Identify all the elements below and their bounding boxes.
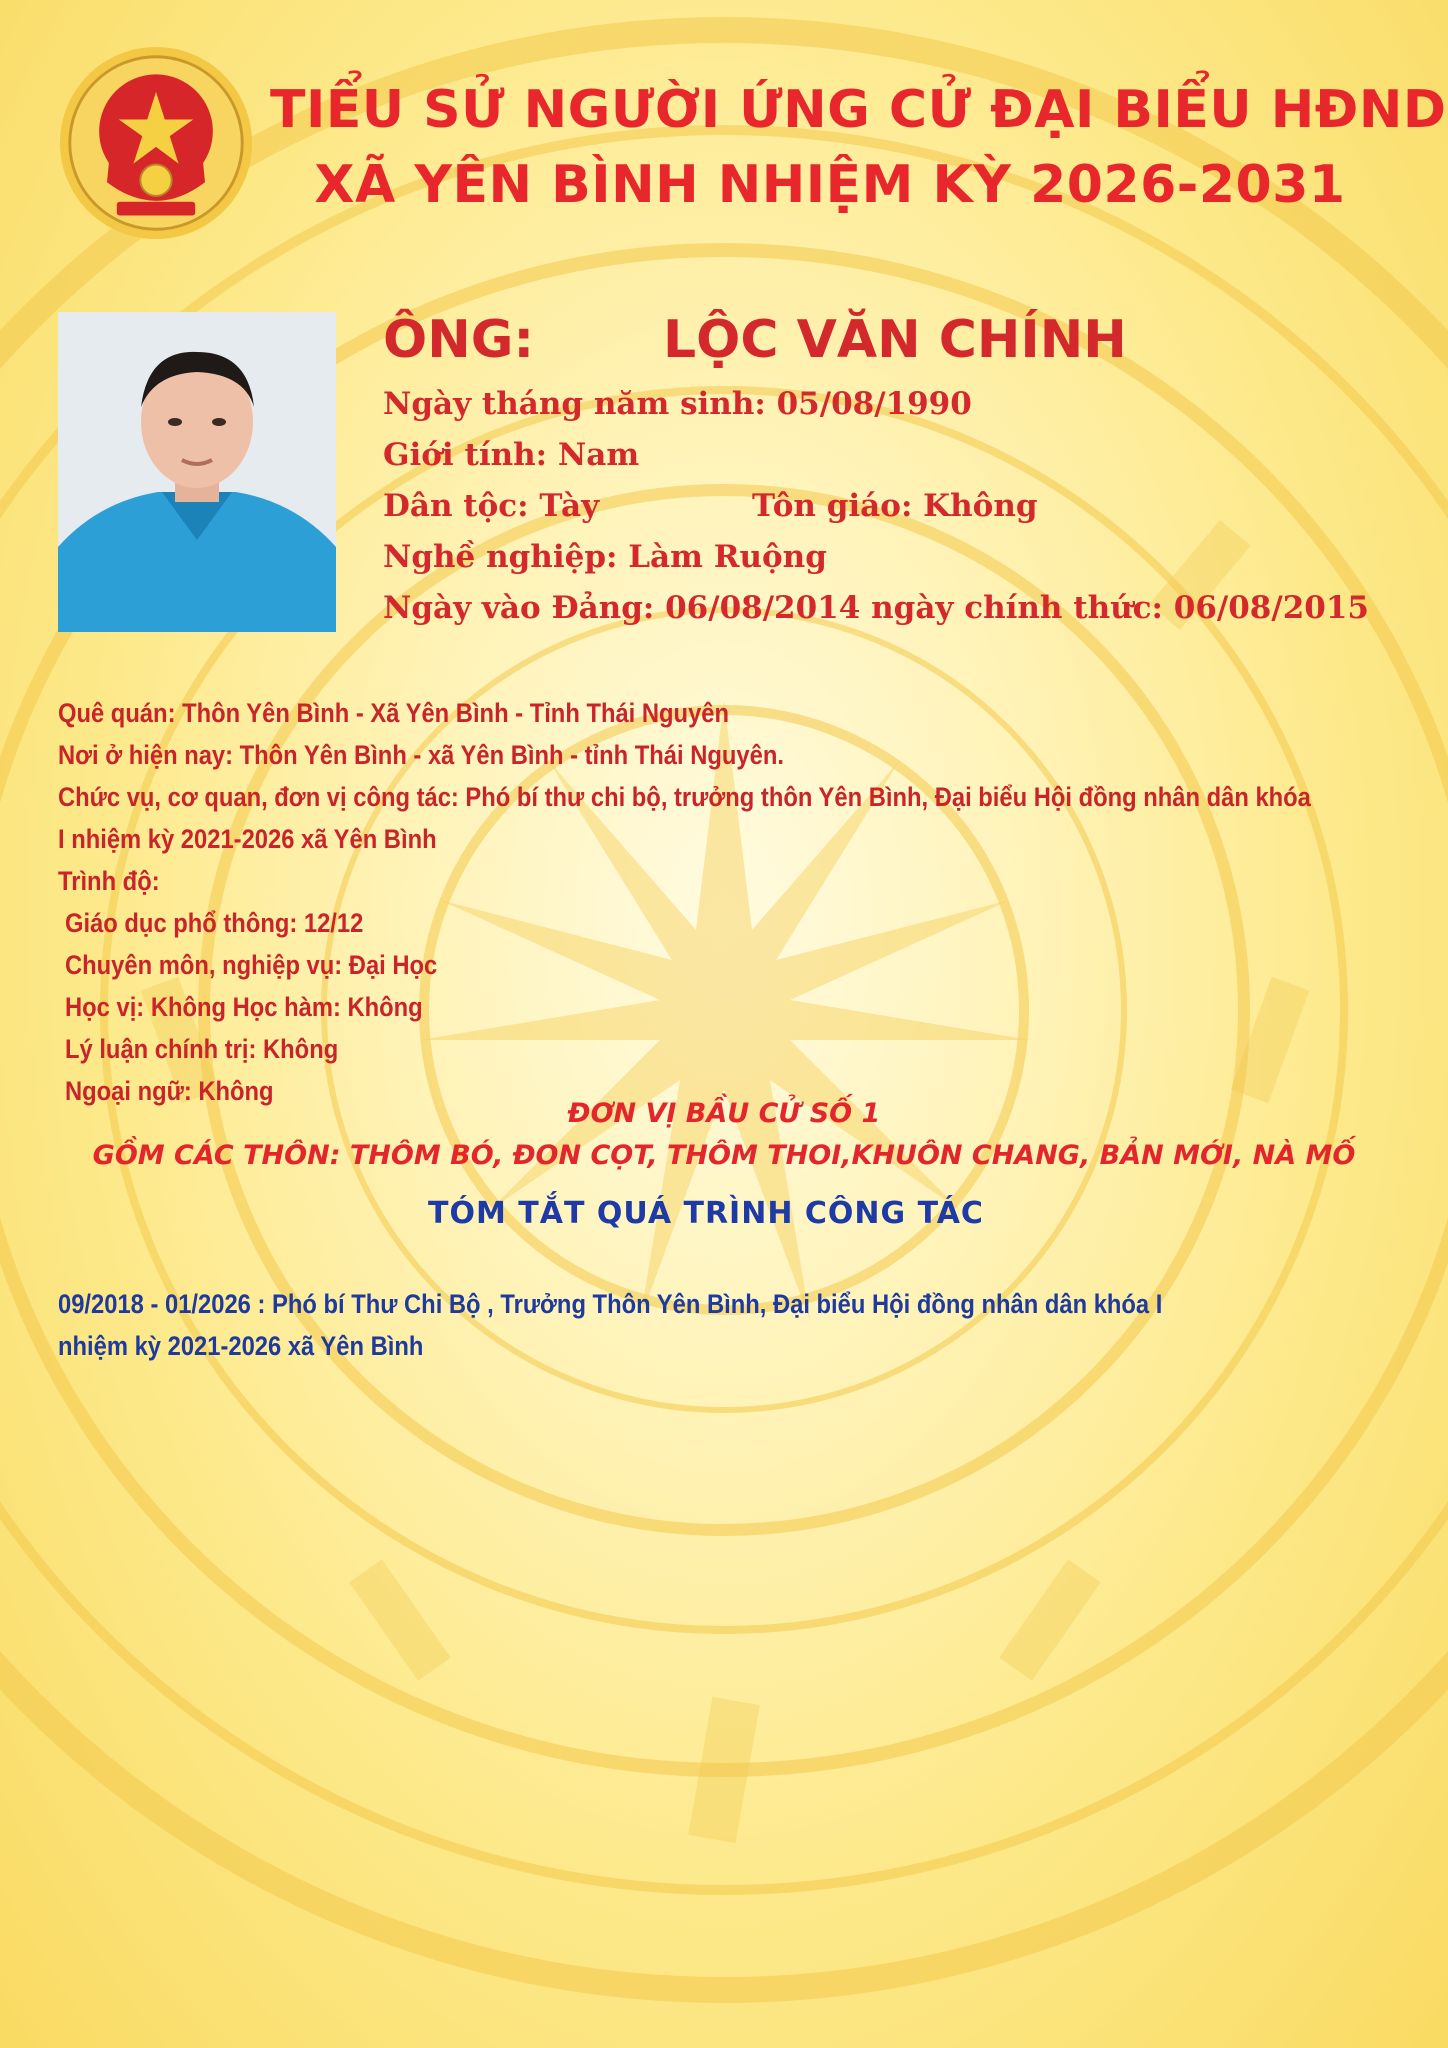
- constituency-villages: GỒM CÁC THÔN: THÔM BÓ, ĐON CỌT, THÔM THOI,KHUÔN CHANG, BẢN MỚI, NÀ MỐ: [92, 1140, 1356, 1171]
- education-general: Giáo dục phổ thông: 12/12: [65, 908, 364, 938]
- gender: Giới tính: Nam: [383, 437, 640, 473]
- candidate-name: LỘC VĂN CHÍNH: [663, 310, 1127, 370]
- party-membership-dates: Ngày vào Đảng: 06/08/2014 ngày chính thức: 06/08/2015: [383, 590, 1369, 626]
- candidate-portrait: [58, 312, 336, 632]
- national-emblem-icon: [58, 45, 254, 241]
- religion: Tôn giáo: Không: [752, 488, 1038, 524]
- position-line1: Chức vụ, cơ quan, đơn vị công tác: Phó bí thư chi bộ, trưởng thôn Yên Bình, Đại biểu Hội đồng nhân dân khóa: [58, 782, 1311, 812]
- current-residence: Nơi ở hiện nay: Thôn Yên Bình - xã Yên Bình - tỉnh Thái Nguyên.: [58, 740, 784, 770]
- work-history-entry-line2: nhiệm kỳ 2021-2026 xã Yên Bình: [58, 1331, 424, 1361]
- education-heading: Trình độ:: [58, 866, 160, 896]
- page-title-line2: XÃ YÊN BÌNH NHIỆM KỲ 2026-2031: [314, 155, 1346, 215]
- education-politics: Lý luận chính trị: Không: [65, 1034, 339, 1064]
- page-title-line1: TIỂU SỬ NGƯỜI ỨNG CỬ ĐẠI BIỂU HĐND: [270, 80, 1447, 140]
- ethnicity: Dân tộc: Tày: [383, 488, 600, 524]
- date-of-birth: Ngày tháng năm sinh: 05/08/1990: [383, 386, 972, 422]
- education-language: Ngoại ngữ: Không: [65, 1076, 274, 1106]
- work-history-heading: TÓM TẮT QUÁ TRÌNH CÔNG TÁC: [428, 1196, 984, 1231]
- honorific-label: ÔNG:: [383, 310, 535, 370]
- education-professional: Chuyên môn, nghiệp vụ: Đại Học: [65, 950, 438, 980]
- hometown: Quê quán: Thôn Yên Bình - Xã Yên Bình - Tỉnh Thái Nguyên: [58, 698, 730, 728]
- constituency-title: ĐƠN VỊ BẦU CỬ SỐ 1: [567, 1098, 881, 1129]
- occupation: Nghề nghiệp: Làm Ruộng: [383, 539, 827, 575]
- work-history-entry-line1: 09/2018 - 01/2026 : Phó bí Thư Chi Bộ , Trưởng Thôn Yên Bình, Đại biểu Hội đồng nhân dân khóa I: [58, 1289, 1163, 1319]
- position-line2: I nhiệm kỳ 2021-2026 xã Yên Bình: [58, 824, 437, 854]
- education-degree: Học vị: Không Học hàm: Không: [65, 992, 423, 1022]
